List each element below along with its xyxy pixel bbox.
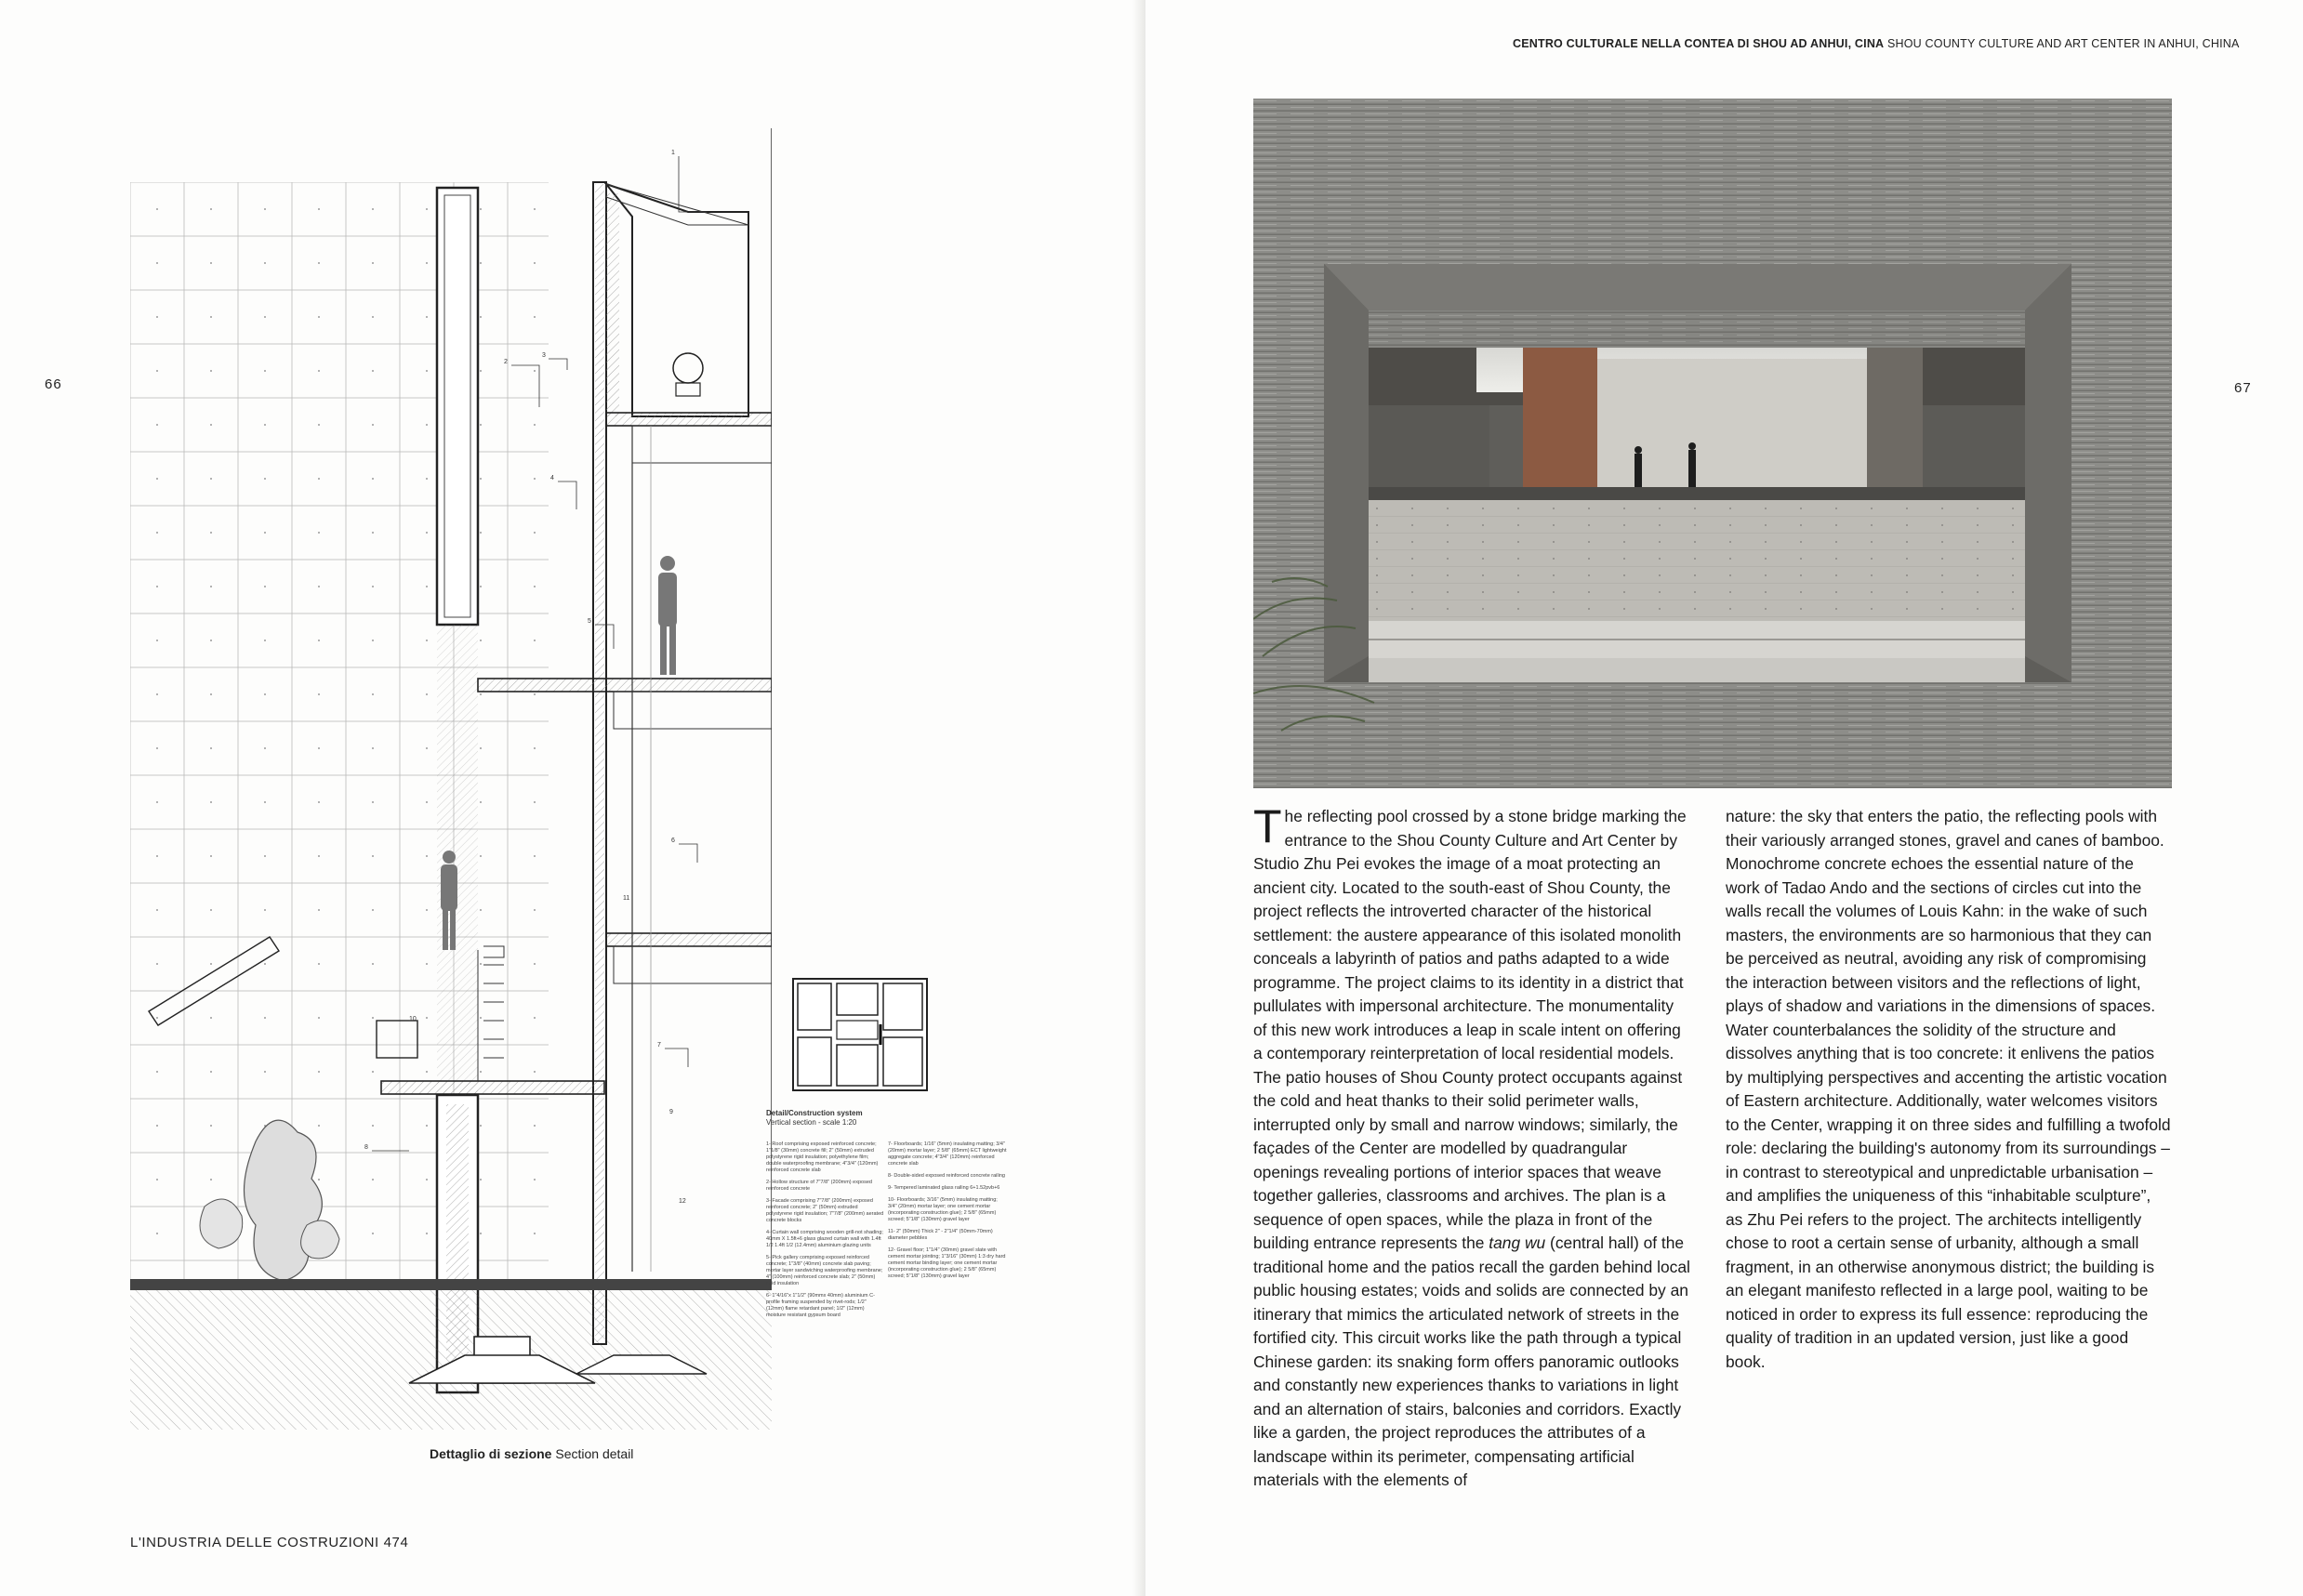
left-page	[0, 0, 1145, 1596]
svg-text:12: 12	[679, 1198, 686, 1205]
body-column-1: The reflecting pool crossed by a stone bridge marking the entrance to the Shou County Culture and Art Center by Studio Zhu Pei evokes the image of a moat protecting an ancient city. Located to the south-east of Shou County, the project reflects the introverted character of the historical settlement: the austere appearance of this isolated monolith conceals a labyrinth of patios and paths adapted to a wide programme. The project claims to its identity in a district that pullulates with impersonal architecture. The monumentality of this new work introduces a leap in scale intent on offering a contemporary reinterpretation of local residential models. The patio houses of Shou County protect occupants against the cold and heat thanks to their solid perimeter walls, interrupted only by small and narrow windows; similarly, the façades of the Center are modelled by quadrangular openings revealing portions of interior spaces that weave together galleries, classrooms and archives. The plan is a sequence of open spaces, while the plaza in front of the building entrance represents the tang wu (central hall) of the traditional home and the patios recall the garden behind local public housing estates; voids and solids are connected by an itinerary that mimics the articulated network of streets in the fortified city. This circuit works like the path through a typical Chinese garden: its snaking form offers panoramic outlooks and constantly new experiences thanks to variations in light and an alternation of stairs, balconies and corridors. Exactly like a garden, the project reproduces the attributes of a landscape within its perimeter, compensating artificial materials with the elements of	[1253, 800, 1690, 1489]
svg-text:6: 6	[671, 838, 675, 844]
svg-text:9: 9	[669, 1109, 673, 1115]
svg-text:11: 11	[623, 895, 630, 902]
page-number-right: 67	[2234, 380, 2252, 396]
construction-notes-col2: 7- Floorboards; 1/16" (5mm) insulating matting; 3/4" (20mm) mortar layer; 2 5/8" (65mm) ECT lightweight aggregate concrete; 4"3/4" (120mm) reinforced concrete slab 8- Double-sided exposed reinforced concrete railing 9- Tempered laminated glass railing 6+1.52pvb+6 10- Floorboards; 3/16" (5mm) insulating matting; 3/4" (20mm) mortar layer; one cement mortar (incorporating construction glue); 2 5/8" (65mm) screed; 5"1/8" (130mm) gravel layer 11- 2" (50mm) Thick 2" - 2"1/4" (50mm-70mm) diameter pebbles 12- Gravel floor; 1"1/4" (30mm) gravel slate with cement mortar jointing; 1"3/16" (30mm) 1:3 dry hard cement mortar binding layer; one cement mortar (incorporating construction glue); 2 5/8" (65mm) screed; 5"1/8" (130mm) gravel layer	[888, 1141, 1007, 1279]
running-head	[1513, 37, 2240, 50]
human-figure-upper	[658, 556, 677, 675]
drop-cap: T	[1253, 800, 1282, 852]
magazine-footer: L'INDUSTRIA DELLE COSTRUZIONI 474	[130, 1535, 409, 1550]
svg-text:4: 4	[550, 475, 554, 481]
detail-title: Detail/Construction system Vertical section - scale 1:20	[766, 1109, 863, 1127]
figure-caption	[430, 1446, 633, 1461]
running-head-italian: CENTRO CULTURALE NELLA CONTEA DI SHOU AD ANHUI, CINA	[1513, 37, 1885, 50]
page-number-left: 66	[45, 376, 62, 392]
slot-window	[437, 188, 478, 625]
construction-notes-col1: 1- Roof comprising exposed reinforced concrete; 1"1/8" (30mm) concrete fill; 2" (50mm) extruded polystyrene rigid insulation; polyethylene film; double waterproofing membrane; 4"3/4" (120mm) reinforced concrete slab 2- Hollow structure of 7"7/8" (200mm) exposed reinforced concrete 3- Facade comprising 7"7/8" (200mm) exposed reinforced concrete; 2" (50mm) extruded polystyrene rigid insulation; 7"7/8" (200mm) aerated concrete blocks 4- Curtain wall comprising wooden grill-not shading; 40mm X 1.5ft+6 glass glazed curtain wall with 1.4ft 1/2 1.4ft 1/2 (12.4mm) aluminium glazing units 5- Pick gallery comprising exposed reinforced concrete; 1"3/8" (40mm) concrete slab paving; mortar layer sandwiching waterproofing membrane; 4" (100mm) reinforced concrete slab; 2" (50mm) rigid insulation 6- 1"4/16"x 1"1/2" (90mmx 40mm) aluminium C-profile framing suspended by rivet-rods; 1/2" (12mm) flame retardant panel; 1/2" (12mm) moisture resistant gypsum board	[766, 1141, 884, 1318]
elevation-grid	[130, 182, 437, 1279]
courtyard-photo	[1253, 99, 2172, 788]
svg-text:1: 1	[671, 150, 675, 156]
running-head-english: SHOU COUNTY CULTURE AND ART CENTER IN ANHUI, CHINA	[1886, 37, 2240, 50]
svg-text:8: 8	[364, 1144, 368, 1151]
caption-italian: Dettaglio di sezione	[430, 1446, 552, 1461]
svg-text:2: 2	[504, 359, 508, 365]
svg-text:7: 7	[657, 1042, 661, 1049]
key-plan	[792, 978, 928, 1091]
svg-text:5: 5	[588, 618, 591, 625]
body-column-2: nature: the sky that enters the patio, the reflecting pools with their variously arranged stones, gravel and canes of bamboo. Monochrome concrete echoes the essential nature of the work of Tadao Ando and the sections of circles cut into the walls recall the volumes of Louis Kahn: in the wake of such masters, the environments are so harmonious that they can be perceived as neutral, avoiding any risk of compromising the interaction between visitors and the reflections of light, plays of shadow and variations in the dimensions of spaces. Water counterbalances the solidity of the structure and dissolves anything that is too concrete: it enlivens the patios by multiplying perspectives and accenting the artistic vocation of Eastern architecture. Additionally, water welcomes visitors to the Center, wrapping it on three sides and fulfilling a twofold role: declaring the building's autonomy from its surroundings – in contrast to stereotypical and unpredictable urbanisation – and amplifies the uniqueness of this “inhabitable sculpture”, as Zhu Pei refers to the project. The architects intelligently chose to root a certain sense of urbanity, although a small fragment, in an otherwise anonymous district; the building is an elegant manifesto reflected in a large pool, waiting to be noticed in order to express its full essence: reproducing the quality of tradition in an updated version, just like a good book.	[1726, 807, 2171, 1371]
svg-text:3: 3	[542, 352, 546, 359]
section-detail-drawing	[130, 128, 772, 1430]
svg-text:10: 10	[409, 1016, 417, 1022]
caption-english: Section detail	[555, 1446, 634, 1461]
